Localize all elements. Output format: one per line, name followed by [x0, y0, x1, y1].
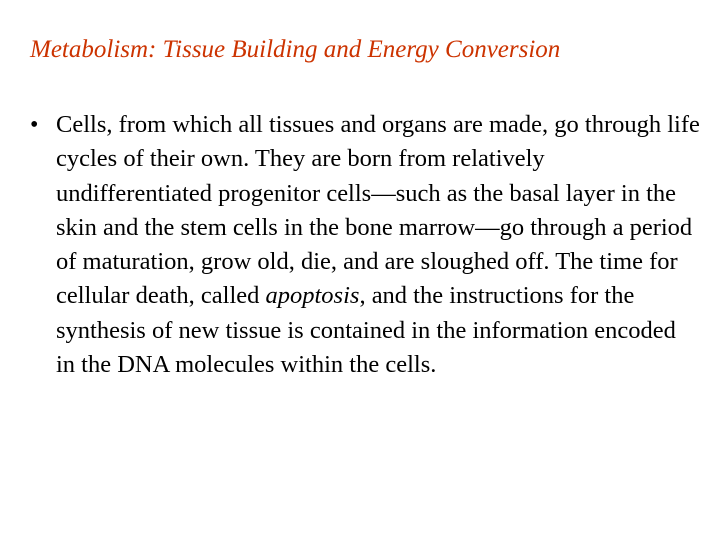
bullet-text-before: Cells, from which all tissues and organs are made, go through life cycles of their own. They are born from relatively undifferentiated progenitor cells—such as the basal layer in the skin and the stem cells in the bone marrow—go through a period of maturation, grow old, die, and are sloughed off. The time for cellular death, called [56, 111, 700, 310]
bullet-marker: • [30, 112, 39, 138]
bullet-text-after: , and the instructions for the synthesis of new tissue is contained in the information encoded in the DNA molecules within the cells. [56, 282, 676, 379]
slide-title: Metabolism: Tissue Building and Energy Conversion [30, 36, 561, 63]
bullet-item [30, 108, 700, 382]
bullet-list [30, 108, 700, 382]
bullet-emphasis-term: apoptosis [265, 282, 360, 310]
